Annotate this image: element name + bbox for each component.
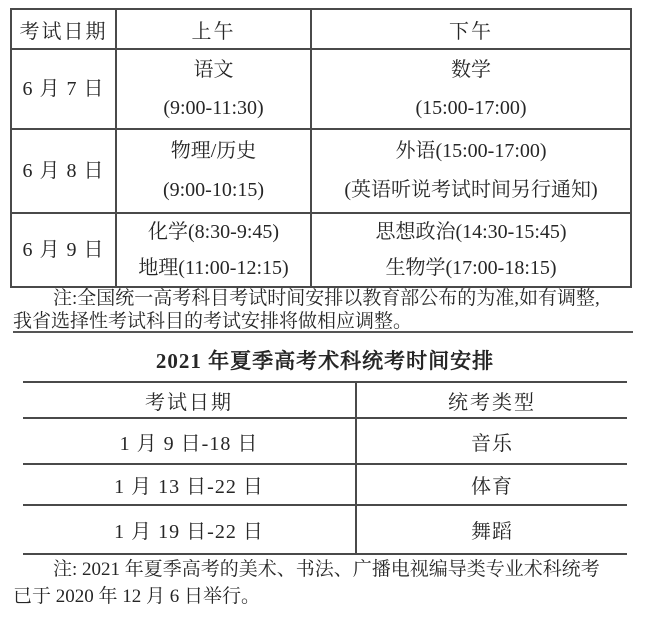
unified-exam-note — [13, 556, 639, 610]
unified-exam-table — [23, 381, 627, 555]
table-row — [11, 129, 631, 213]
subject-line: 语文 — [193, 59, 234, 81]
morning-cell — [116, 213, 311, 287]
afternoon-cell — [311, 213, 631, 287]
exam-date-cell: 1 月 9 日-18 日 — [23, 418, 356, 464]
exam-date-cell: 1 月 13 日-22 日 — [23, 464, 356, 505]
header-cell-morning: 上午 — [116, 9, 311, 49]
note-line-2: 已于 2020 年 12 月 6 日举行。 — [13, 586, 261, 607]
morning-cell — [116, 49, 311, 129]
subject-line: 地理(11:00-12:15) — [138, 257, 289, 279]
exam-date-cell: 6 月 8 日 — [11, 129, 116, 213]
exam-date-cell: 6 月 7 日 — [11, 49, 116, 129]
exam-table-header-row — [11, 9, 631, 49]
exam-date-cell: 6 月 9 日 — [11, 213, 116, 287]
note-line-1: 注: 2021 年夏季高考的美术、书法、广播电视编导类专业术科统考 — [53, 559, 600, 580]
morning-cell — [116, 129, 311, 213]
subject-line: 思想政治(14:30-15:45) — [375, 221, 567, 243]
time-line: (9:00-11:30) — [163, 97, 264, 119]
subject-line: 化学(8:30-9:45) — [147, 221, 280, 243]
exam-date-cell: 1 月 19 日-22 日 — [23, 505, 356, 554]
table-row — [23, 418, 627, 464]
table-row — [23, 505, 627, 554]
time-line: (9:00-10:15) — [162, 179, 265, 201]
header-cell-afternoon: 下午 — [311, 9, 631, 49]
section-title: 2021 年夏季高考术科统考时间安排 — [155, 349, 495, 373]
unified-table-header-row — [23, 382, 627, 418]
exam-schedule-table — [10, 8, 632, 288]
header-cell-exam-date: 考试日期 — [11, 9, 116, 49]
header-cell-exam-type: 统考类型 — [356, 382, 627, 418]
table-row — [11, 213, 631, 287]
exam-type-cell: 体育 — [356, 464, 627, 505]
afternoon-cell — [311, 49, 631, 129]
header-cell-exam-date: 考试日期 — [23, 382, 356, 418]
subject-line: 物理/历史 — [170, 140, 257, 162]
afternoon-cell — [311, 129, 631, 213]
table-row — [23, 464, 627, 505]
separator-line — [13, 331, 633, 333]
subject-line: 外语(15:00-17:00) — [395, 140, 547, 162]
subject-line: 生物学(17:00-18:15) — [385, 257, 557, 279]
exam-type-cell: 舞蹈 — [356, 505, 627, 554]
note-line: (英语听说考试时间另行通知) — [344, 179, 598, 201]
subject-line: 数学 — [451, 59, 491, 81]
schedule-note — [13, 287, 639, 333]
note-line-1: 注:全国统一高考科目考试时间安排以教育部公布的为准,如有调整, — [53, 288, 600, 309]
table-row — [11, 49, 631, 129]
exam-type-cell: 音乐 — [356, 418, 627, 464]
note-line-2: 我省选择性考试科目的考试安排将做相应调整。 — [13, 311, 413, 332]
time-line: (15:00-17:00) — [415, 97, 527, 119]
